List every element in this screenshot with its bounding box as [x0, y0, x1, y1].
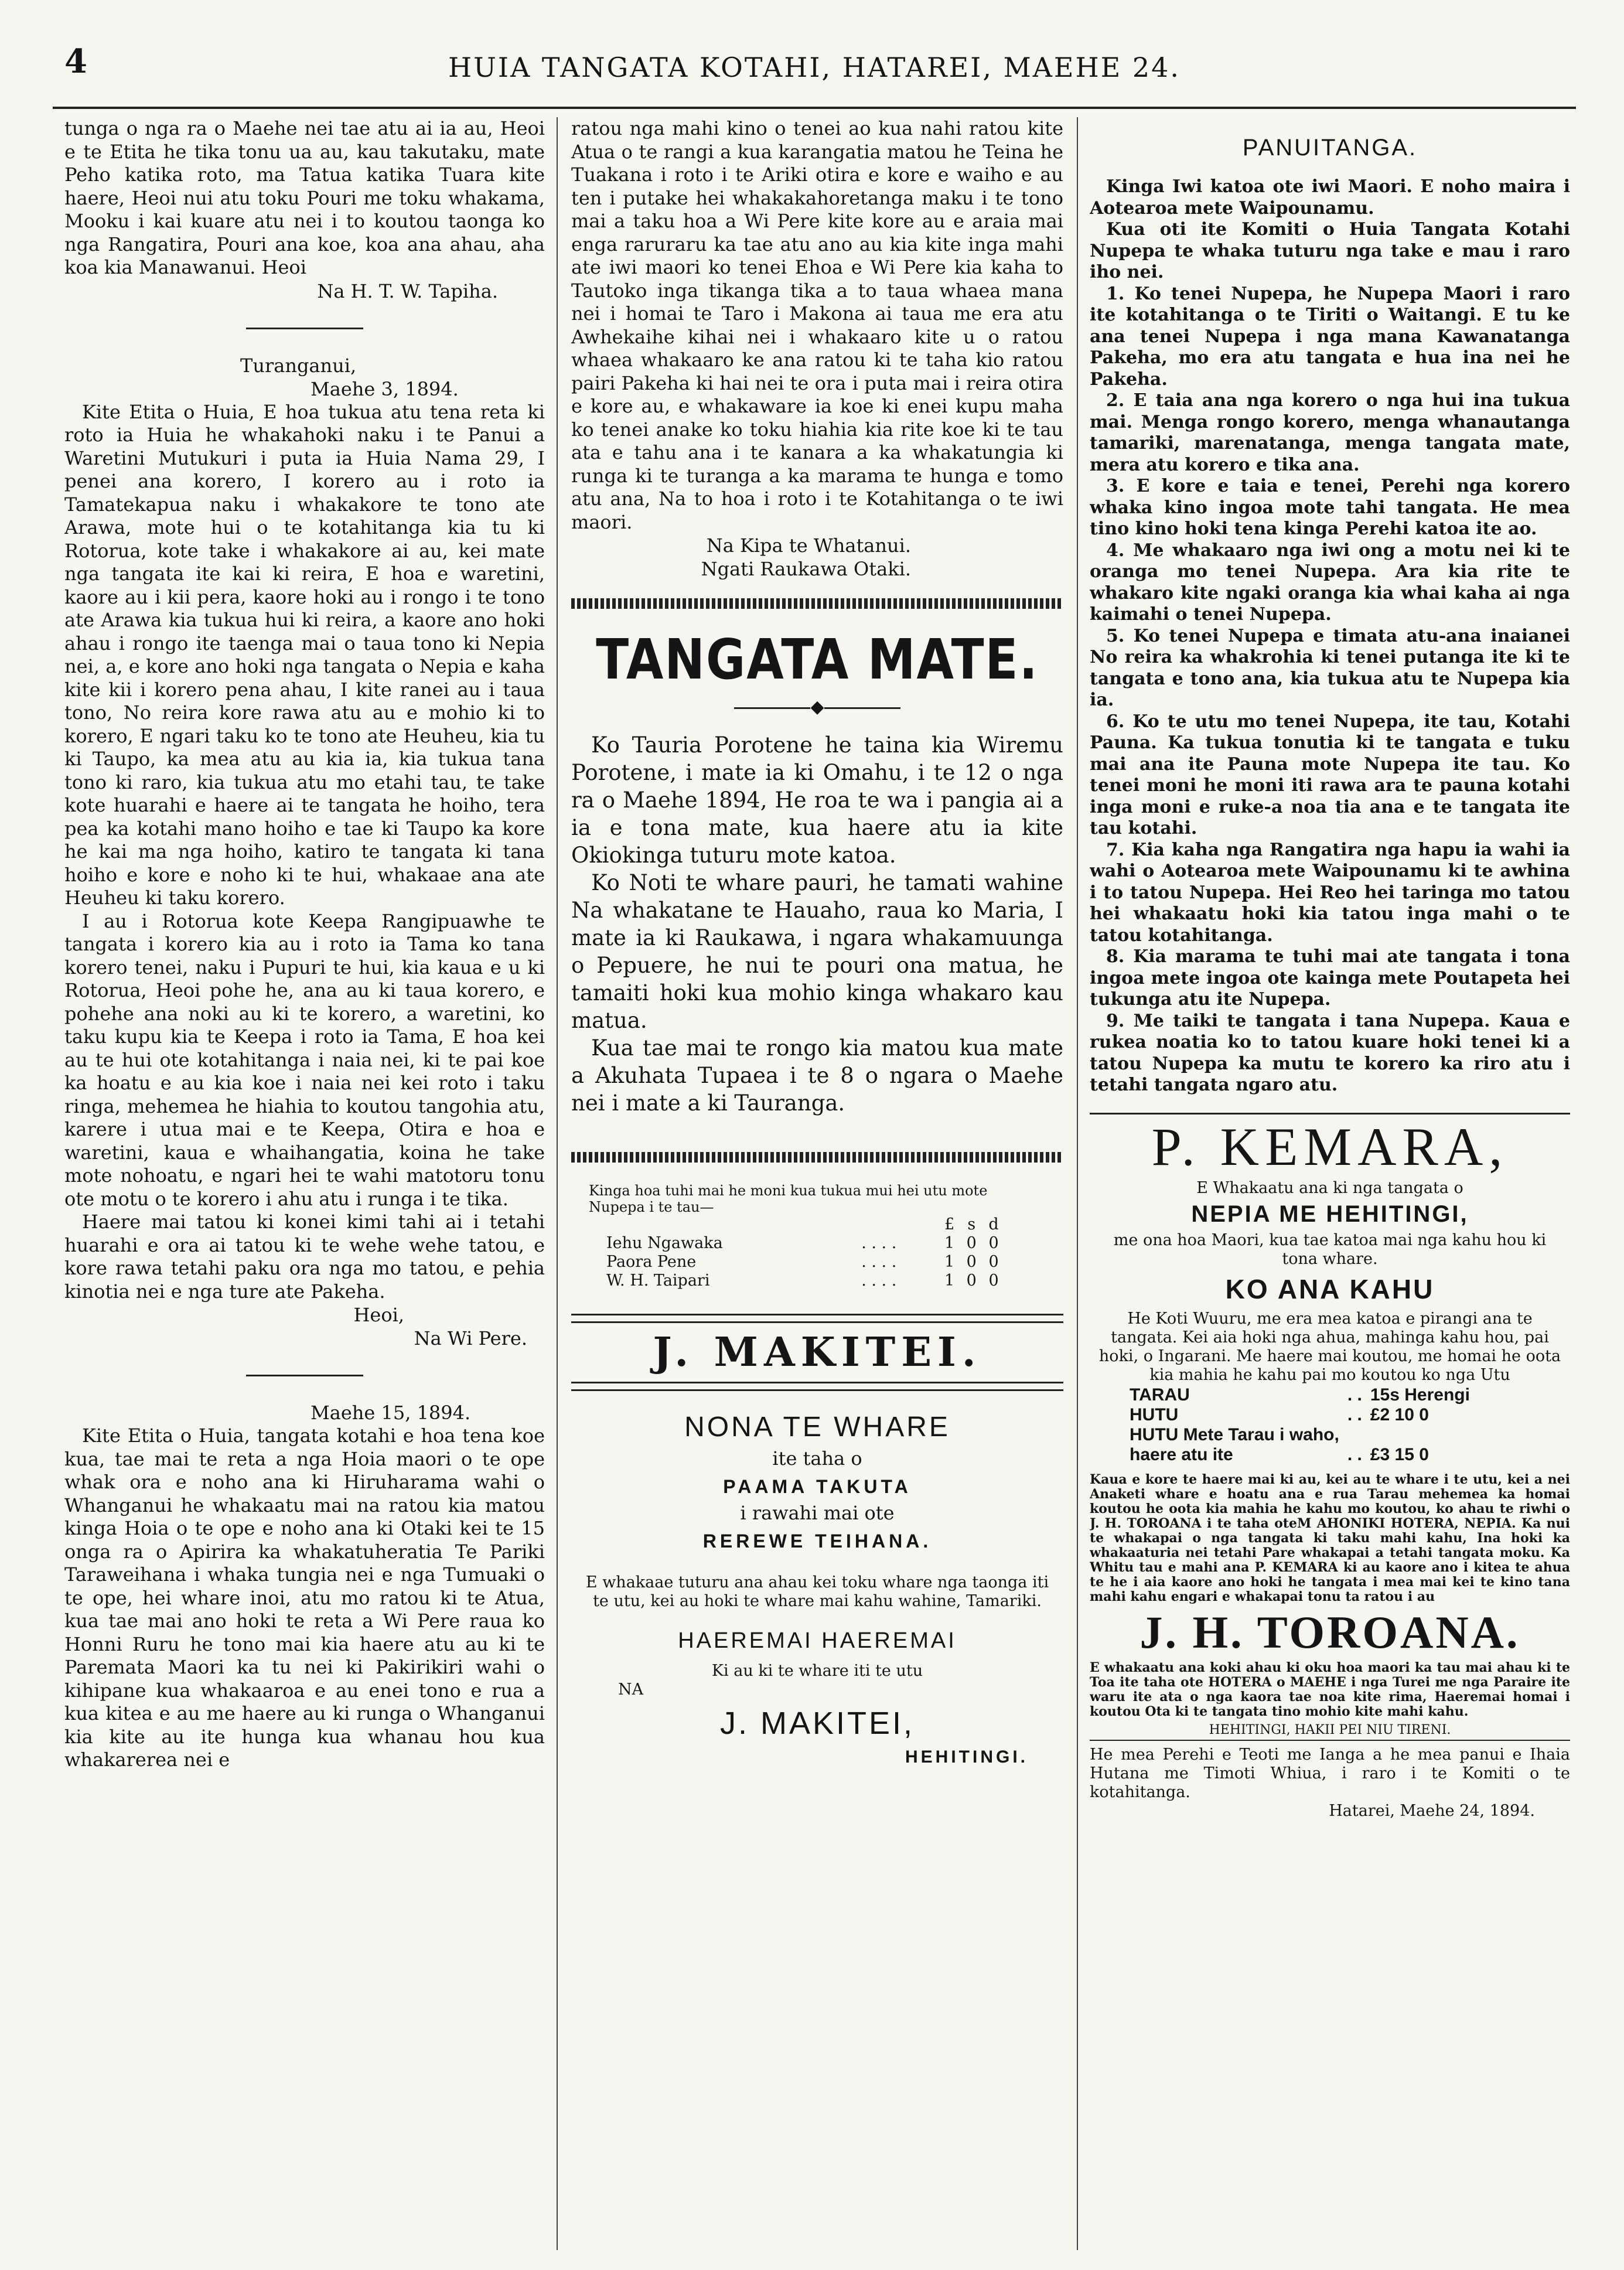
leader-dots: . . . . — [861, 1272, 897, 1290]
table-row — [606, 1253, 1005, 1272]
price-value — [1367, 1426, 1473, 1444]
paragraph: Kinga Iwi katoa ote iwi Maori. E noho maira i Aotearoa mete Waipounamu. — [1090, 176, 1570, 219]
notice-item: 9. Me taiki te tangata i tana Nupepa. Kaua e rukea noatia ko to tatou kuare hoki tenei ki a tatou Nupepa ka mutu te korero ka riro atu i tetahi tangata ngaro atu. — [1090, 1010, 1570, 1095]
ad-text: NA — [618, 1681, 644, 1699]
letter-1-body: tunga o nga ra o Maehe nei tae atu ai ia au, Heoi e te Etita he tika tonu ua au, kau takutaku, mate Peho katika roto, ma Tatua katika Tuara kite haere, Heoi nui atu toku Pouri me toku whakama, Mooku i kai kuare atu nei i to koutou taonga ko nga Rangatira, Pouri ana koe, koa ana ahau, aha koa kia Manawanui. Heoi — [64, 117, 545, 278]
letter-2-closing: Heoi, — [353, 1304, 404, 1326]
donations-header — [606, 1215, 1005, 1234]
ornamental-rule — [571, 598, 1063, 609]
notice: Kua tae mai te rongo kia matou kua mate a Akuhata Tupaea i te 8 o ngara o Maehe nei i mate a ki Tauranga. — [571, 1035, 1063, 1116]
leader-dots: . . — [1347, 1444, 1362, 1464]
advertiser-name: P. KEMARA, — [1151, 1116, 1509, 1177]
paragraph: Haere mai tatou ki konei kimi tahi ai i tetahi huarahi e ora ai tatou ki te wehe wehe tatou, e kore rawa tetahi paku ora nga mo tatou, e pehia kinotia nei e nga ture ate Pakeha. — [64, 1211, 545, 1303]
price-item: HUTU — [1130, 1405, 1179, 1424]
letter-1-signature: Na H. T. W. Tapiha. — [317, 280, 498, 302]
letter-signature: Na Kipa te Whatanui. — [706, 534, 911, 557]
notice-item: 6. Ko te utu mo tenei Nupepa, ite tau, Kotahi Pauna. Ka tukua tonutia ki te tangata e tuku mai ana ite Pauna mote Nupepa ite tau. Ko tenei moni he moni iti rawa ara te pauna kotahi inga moni e ruke-a noa tia ana e te tangata ite tau kotahi. — [1090, 711, 1570, 839]
price-value: £2 10 0 — [1370, 1405, 1429, 1424]
kemara-advert — [1090, 1114, 1570, 1604]
notice-item: 7. Kia kaha nga Rangatira nga hapu ia wahi ia wahi o Aotearoa mete Waipounamu ki te awhina i to tatou Nupepa. Hei Reo hei taringa mo tatou hei whakaatu hoki kia tatou inga mahi o te tatou kotahitanga. — [1090, 839, 1570, 946]
shillings: 0 — [966, 1234, 977, 1252]
price-table — [1125, 1385, 1475, 1465]
donor-name: Paora Pene — [606, 1253, 697, 1271]
pounds: 1 — [944, 1272, 955, 1290]
notice-item: 8. Kia marama te tuhi mai ate tangata i tona ingoa mete ingoa ote kainga mete Poutapeta hei tukunga atu ite Nupepa. — [1090, 946, 1570, 1010]
pence: 0 — [988, 1272, 999, 1290]
paragraph: Kite Etita o Huia, tangata kotahi e hoa tena koe kua, tae mai te reta a nga Hoia maori o te ope whak ora e noho ana ki Hiruharama wahi o Whanganui he whakaatu mai na ratou kia matou kinga Hoia o te ope e noho ana ki Otaki kei te 15 onga ra o Apirira ka whakatuheratia Te Pariki Taraweihana i whaka tungia nei e nga Tumuaki o te ope, hei whare inoi, atu mo ratou ki te Atua, kua tae mai ano hoki te reta a Wi Pere raua ko Honni Ruru he tono mai kia haere atu au ki te Paremata Maori ka tu nei ki Pakirikiri wahi o kihipane kua whakaaroa e au enei tono e rua a kua kitea e au me haere au ki runga o Whanganui kia kite au ite hunga kua whanau hou kua whakarerea nei e — [64, 1424, 545, 1771]
ad-text: He Koti Wuuru, me era mea katoa e pirangi ana te tangata. Kei aia hoki nga ahua, mahinga kahu hou, pai hoki, o Ingarani. Me haere mai koutou, me homai he oota kia mahia he kahu pai mo koutou ko nga Utu — [1098, 1309, 1561, 1384]
pence: 0 — [988, 1234, 999, 1252]
ad-fine-print: E whakaatu ana koki ahau ki oku hoa maori ka tau mai ahau ki te Toa ite taha ote HOTERA o MAEHE i nga Turei me nga Paraire ite waru ite ata o nga kaora tae noa kite rima, Haeremai homai i koutou Ota ki te tangata tino mohio kite mahi kahu. — [1090, 1659, 1570, 1719]
leader-dots — [1344, 1426, 1366, 1444]
ad-text: me ona hoa Maori, kua tae katoa mai nga kahu hou ki tona whare. — [1113, 1231, 1547, 1268]
ad-text: ite taha o — [772, 1447, 862, 1470]
letter-3-date: Maehe 15, 1894. — [311, 1402, 471, 1424]
ad-text: E Whakaatu ana ki nga tangata o — [1196, 1178, 1463, 1197]
imprint-date: Hatarei, Maehe 24, 1894. — [1329, 1801, 1535, 1820]
notice-item: 4. Me whakaaro nga iwi ong a motu nei ki te oranga mo tenei Nupepa. Ara kia rite te whakaro kite ngaki oranga kia whai kaha ai nga kaimahi o tenei Nupepa. — [1090, 540, 1570, 625]
paragraph: Kite Etita o Huia, E hoa tukua atu tena reta ki roto ia Huia he whakahoki naku i te Panui a Waretini Mutukuri i puta ia Huia Nama 29, I penei ana korero, I korero au i roto ia Tamatekapua naku i whakakore te tono ate Arawa, mote hui o te kotahitanga kia tu ki Rotorua, kote take i whakakore ai au, kei mate nga tangata ite kai ki reira, E hoa e waretini, kaore au i kii pera, kaore hoki au i rongo i te tono ate Arawa kia tukua hui ki reira, a kaore ano hoki ahau i rongo ite taenga mai o taua tono ki Nepia nei, a, e kore ano hoki nga tangata o Nepia e kaha kite kii i korero pena ahau, I kite ranei au i taua tono, No reira kore rawa atu au e mohio ki to korero, E ngari taku ko te tono ate Heuheu, kia tu ki Taupo, ka mea atu au kia ia, kia tukua tana tono ki raro, kia tukua atu mo etahi tau, te take kote huarahi e haere ai te tangata he hoiho, tera pea ka kotahi mano hoiho e tae ki Taupo ka kore he kai ma nga hoiho, katiro te tangata ki tana hoiho e kore e noho ki te hui, whakaae ana ate Heuheu ki taku korero. — [64, 400, 545, 909]
pence-column: d — [988, 1215, 999, 1233]
price-value: 15s Herengi — [1370, 1385, 1470, 1405]
advertiser-name: J. MAKITEI. — [653, 1329, 982, 1376]
ad-border — [571, 1314, 1063, 1323]
notice: Ko Tauria Porotene he taina kia Wiremu Porotene, i mate ia ki Omahu, i te 12 o nga ra o Maehe 1894, He roa te wa i pangia ai a ia e tona mate, kua haere atu ia kite Okiokinga tuturu mote katoa. — [571, 732, 1063, 868]
letter-continued — [571, 117, 1063, 534]
makitei-advert — [571, 1329, 1063, 1767]
notice-item: 2. E taia ana nga korero o nga hui ina tukua mai. Menga rongo korero, menga whanautanga tamariki, marenatanga, menga tangata mate, mera atu korero e tika ana. — [1090, 390, 1570, 475]
ad-text: Ki au ki te whare iti te utu — [711, 1662, 923, 1680]
price-item: HUTU Mete Tarau i waho, — [1130, 1424, 1339, 1444]
ad-border — [571, 1382, 1063, 1391]
imprint: He mea Perehi e Teoti me Ianga a he mea panui e Ihaia Hutana me Timoti Whiua, i raro i te Komiti o te kotahitanga. — [1090, 1745, 1570, 1801]
table-row — [606, 1234, 1005, 1253]
shillings: 0 — [966, 1253, 977, 1271]
paragraph: Kua oti ite Komiti o Huia Tangata Kotahi Nupepa te whaka tuturu nga take e mau i raro iho nei. — [1090, 219, 1570, 282]
ad-haeremai: HAEREMAI HAEREMAI — [678, 1628, 957, 1653]
paragraph: I au i Rotorua kote Keepa Rangipuawhe te tangata i korero kia au i roto ia Tama ko tana korero tenei, naku i Pupuri te hui, kia kaua e u ki Rotorua, Heoi pohe he, ana au ki taua korero, e pohehe ana noki au ki te korero, a waretini, ko taku kupu kia te Keepa i roto ia Tama, E hoa kei au te hui ote kotahitanga i naia nei, ki te pai koe ka hoatu e au kia koe i naia nei kei roto i taku ringa, mehemea he hiahia to koutou tangohia atu, karere i utua mai e te Keepa, Otira e hoa e waretini, kaua e whaihangatia, koina he take mote nohoatu, e ngari hei te wahi matotoru tonu ote motu o te korero i ahu atu i runga i te tika. — [64, 909, 545, 1210]
section-title-panuitanga: PANUITANGA. — [1242, 135, 1418, 161]
table-row — [1126, 1446, 1473, 1464]
page-number: 4 — [64, 42, 87, 81]
toroana-advert — [1090, 1604, 1570, 1741]
letter-signature-tribe: Ngati Raukawa Otaki. — [701, 558, 911, 580]
letter-2-dateline — [64, 354, 545, 401]
letter-3 — [64, 1424, 545, 1772]
shillings: 0 — [966, 1272, 977, 1290]
notice-item: 3. E kore e taia e tenei, Perehi nga korero whaka kino ingoa mote tahi tangata. He mea tino kino hoki tena kinga Perehi katoa ite ao. — [1090, 476, 1570, 539]
column-3 — [1090, 117, 1570, 2262]
donations-intro: Kinga hoa tuhi mai he moni kua tukua mui hei utu mote Nupepa i te tau— — [589, 1182, 988, 1215]
paragraph: ratou nga mahi kino o tenei ao kua nahi ratou kite Atua o te rangi a kua karangatia matou he Teina he Tuakana i roto i te Ariki otira e kore e waiho e au ten i putake hei whakakahoretanga maku i te tono mai a taku hoa a Wi Pere kite kore au e araia mai enga raruraru ka tae atu ano au kia kite inga mahi ate iwi maori ko tenei Ehoa e Wi Pere kia kaha to Tautoko inga tikanga tika a to taua whaea mana nei i homai te Taro i Makona ai taua me era atu Awhekaihe kihai nei i whakaaro kite u o ratou whaea whakaaro ke ana ratou ki te taha kio ratou pairi Pakeha ki hai nei te ora i puta mai i reira otira e kore au, e whakaware ia koe ki enei kupu maha ko tenei anake ko toku hiahia kia rite koe ki te tau ata e tahu ana i te kanara a ka whakatungia ki runga ki te turanga a ka marama te hunga e tomo atu ana, Na to hoa i roto i te Kotahitanga o te iwi maori. — [571, 117, 1063, 533]
separator — [246, 1375, 363, 1376]
donations-table — [606, 1215, 1005, 1290]
letter-2 — [64, 401, 545, 1304]
ad-text: i rawahi mai ote — [740, 1502, 895, 1524]
column-1 — [64, 117, 545, 2262]
ad-location: PAAMA TAKUTA — [723, 1476, 912, 1497]
letter-2-date: Maehe 3, 1894. — [311, 377, 459, 400]
column-2 — [571, 117, 1063, 2262]
diamond-rule: ◆ — [571, 698, 1063, 716]
ad-headline: NONA TE WHARE — [684, 1412, 950, 1443]
ad-body: E whakaae tuturu ana ahau kei toku whare nga taonga iti te utu, kei au hoki te whare mai kahu wahine, Tamariki. — [585, 1573, 1049, 1610]
letter-2-place: Turanganui, — [240, 354, 357, 377]
leader-dots: . . . . — [861, 1253, 897, 1271]
ad-location: REREWE TEIHANA. — [702, 1531, 932, 1552]
notice-item: 1. Ko tenei Nupepa, he Nupepa Maori i raro ite kotahitanga o te Tiriti o Waitangi. E tu ke ana tenei Nupepa i nga mana Kawanatanga Pakeha, mo era atu tangata e hua ina nei he Pakeha. — [1090, 283, 1570, 390]
column-divider — [557, 117, 558, 2250]
ad-headline: KO ANA KAHU — [1225, 1273, 1435, 1304]
shilling-column: s — [967, 1215, 976, 1233]
ad-fine-print: Kaua e kore te haere mai ki au, kei au te whare i te utu, kei a nei Anaketi whare e hoatu ana e rua Tarau mehemea ka homai koutou he oota kia mahia he kahu mo koutou, ko ahau te riwhi o J. H. TOROANA i te taha oteM AHONIKI HOTERA, NEPIA. Ka nui te whakapai o nga tangata ki taku mahi kahu, Ina hoki ka whakaaturia nei tetahi Pare whakapai a tetahi tangata moku. Ka Whitu tau e mahi ana P. KEMARA ki au kaore ano i kitea te ahua te he i aia kaore ano hoki he tangata i mea mai kei te kino tana mahi kahu engari e whakapai tonu ta ratou i au — [1090, 1471, 1570, 1604]
tangata-mate-notices — [571, 731, 1063, 1117]
pounds: 1 — [944, 1234, 955, 1252]
table-row — [1126, 1406, 1473, 1424]
column-divider — [1077, 117, 1078, 2250]
panuitanga-notice — [1090, 176, 1570, 1096]
ad-signature: J. MAKITEI, — [719, 1706, 915, 1741]
leader-dots: . . . . — [861, 1234, 897, 1252]
separator — [246, 328, 363, 329]
pound-column: £ — [944, 1215, 955, 1233]
price-item: TARAU — [1130, 1385, 1190, 1405]
table-row — [1126, 1386, 1473, 1405]
notice-item: 5. Ko tenei Nupepa e timata atu-ana inaianei No reira ka whakrohia ki tenei putanga ite ki te tangata e tono ana, kia tukua atu te Nupepa kia ia. — [1090, 625, 1570, 710]
donor-name: W. H. Taipari — [606, 1272, 710, 1290]
table-row — [1126, 1426, 1473, 1444]
price-item: haere atu ite — [1130, 1444, 1233, 1464]
ad-place: HEHITINGI. — [905, 1747, 1028, 1767]
table-row — [606, 1272, 1005, 1290]
section-title-tangata-mate: TANGATA MATE. — [596, 628, 1039, 693]
ornamental-rule — [571, 1152, 1063, 1163]
donor-name: Iehu Ngawaka — [606, 1234, 723, 1252]
ad-location: NEPIA ME HEHITINGI, — [1191, 1201, 1469, 1227]
leader-dots: . . — [1347, 1405, 1362, 1424]
ad-place: HEHITINGI, HAKII PEI NIU TIRENI. — [1090, 1723, 1570, 1741]
letter-2-signature: Na Wi Pere. — [414, 1327, 527, 1349]
letter-1 — [64, 117, 545, 280]
advertiser-name: J. H. TOROANA. — [1139, 1606, 1520, 1658]
pence: 0 — [988, 1253, 999, 1271]
leader-dots: . . — [1347, 1385, 1362, 1405]
masthead: HUIA TANGATA KOTAHI, HATAREI, MAEHE 24. — [448, 52, 1181, 83]
notice: Ko Noti te whare pauri, he tamati wahine Na whakatane te Hauaho, raua ko Maria, I mate ia ki Raukawa, i ngara whakamuunga o Pepuere, he nui te pouri ona matua, he tamaiti hoki kua mohio kinga whakaro kau matua. — [571, 870, 1063, 1033]
price-value: £3 15 0 — [1370, 1444, 1429, 1464]
letter-3-dateline — [64, 1401, 545, 1424]
pounds: 1 — [944, 1253, 955, 1271]
page-header — [53, 36, 1576, 109]
